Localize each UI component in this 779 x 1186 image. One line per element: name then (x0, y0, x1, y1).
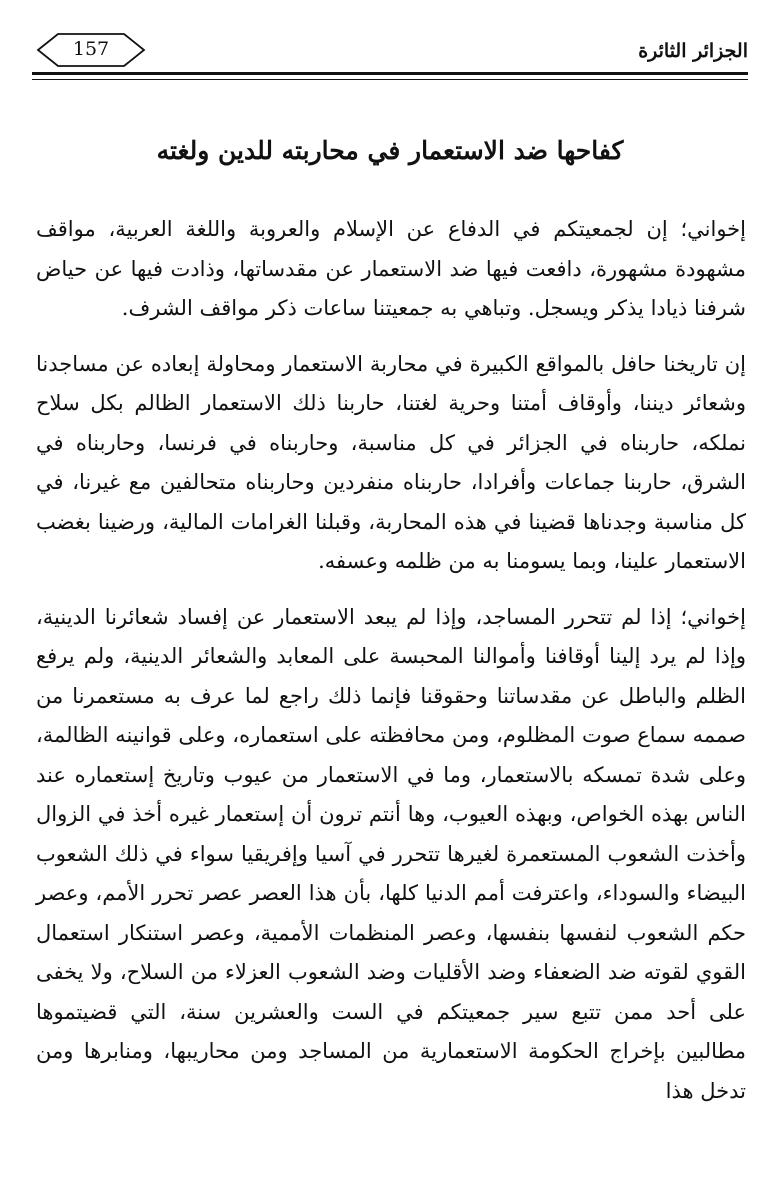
paragraph: إن تاريخنا حافل بالمواقع الكبيرة في محاربة الاستعمار ومحاولة إبعاده عن مساجدنا وشعائر ديننا، وأوقاف أمتنا وحرية لغتنا، حاربنا ذلك الاستعمار الظالم بكل سلاح نملكه، حاربناه في الجزائر في كل مناسبة، وحاربناه في فرنسا، وحاربناه في الشرق، حاربنا جماعات وأفرادا، حاربناه منفردين وحاربناه متحالفين مع غيرنا، في كل مناسبة وجدناها قضينا في هذه المحاربة، وقبلنا الغرامات المالية، ورضينا بغضب الاستعمار علينا، وبما يسومنا به من ظلمه وعسفه. (36, 351, 746, 573)
page-header (30, 30, 748, 74)
paragraph: إخواني؛ إذا لم تتحرر المساجد، وإذا لم يبعد الاستعمار عن إفساد شعائرنا الدينية، وإذا لم يرد إلينا أوقافنا وأموالنا المحبسة على المعابد والشعائر الدينية، ولم يرفع الظلم والباطل عن مقدساتنا وحقوقنا فإنما ذلك راجع لما عرف به مستعمرنا من صممه سماع صوت المظلوم، ومن محافظته على استعماره، وعلى قوانينه الظالمة، وعلى شدة تمسكه بالاستعمار، وما في الاستعمار من عيوب وتاريخ إستعماره عند الناس بهذه الخواص، وبهذه العيوب، وها أنتم ترون أن إستعمار غيره أخذ في الزوال وأخذت الشعوب المستعمرة لغيرها تتحرر في آسيا وإفريقيا سواء في ذلك الشعوب البيضاء والسوداء، واعترفت أمم الدنيا كلها، بأن هذا العصر عصر تحرر الأمم، وعصر حكم الشعوب لنفسها بنفسها، وعصر المنظمات الأممية، وعصر استنكار استعمال القوي لقوته ضد الضعفاء وضد الأقليات وضد الشعوب العزلاء من السلاح، ولا يخفى على أحد ممن تتبع سير جمعيتكم في الست والعشرين سنة، التي قضيتموها مطالبين بإخراج الحكومة الاستعمارية من المساجد ومن محاريبها، ومنابرها ومن تدخل هذا (36, 604, 746, 1103)
header-rule-thick (32, 72, 748, 75)
page-number-badge (36, 32, 146, 68)
header-rule-thin (32, 79, 748, 80)
page-number: 157 (72, 38, 110, 60)
section-title: كفاحها ضد الاستعمار في محاربته للدين ولغته (156, 136, 624, 165)
running-title: الجزائر الثائرة (638, 40, 748, 62)
body-text (36, 210, 746, 1111)
paragraph: إخواني؛ إن لجمعيتكم في الدفاع عن الإسلام والعروبة واللغة العربية، مواقف مشهودة مشهورة، دافعت فيها ضد الاستعمار عن مقدساتها، وذادت فيها عن حياض شرفنا ذيادا يذكر ويسجل. وتباهي به جمعيتنا ساعات ذكر مواقف الشرف. (36, 217, 746, 320)
